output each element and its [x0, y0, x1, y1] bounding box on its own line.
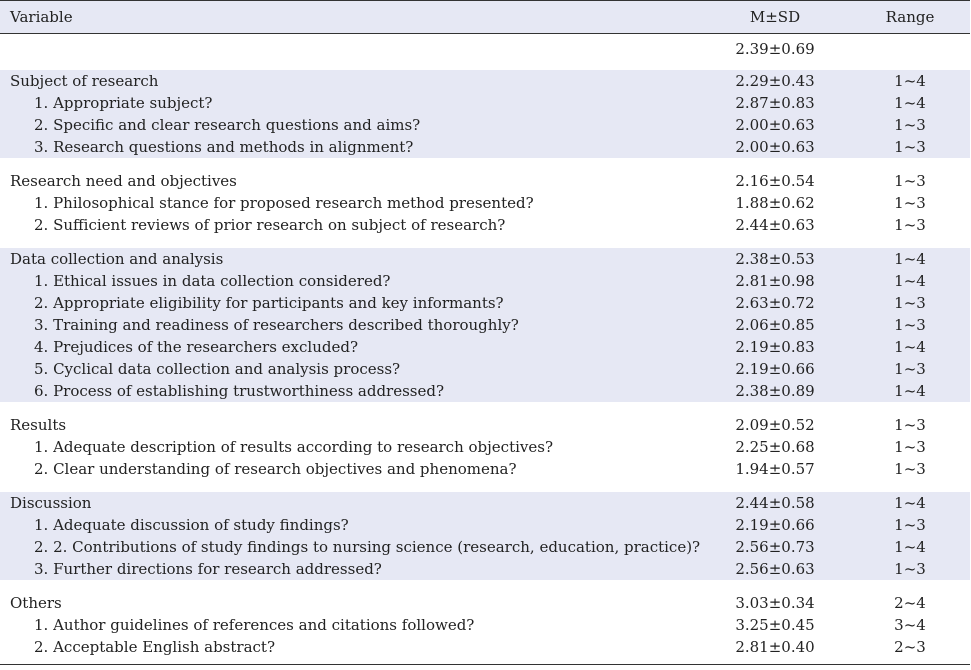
group-range: 1~4	[850, 492, 970, 514]
item-label: 1. Appropriate subject?	[0, 92, 700, 114]
header-msd: M±SD	[700, 1, 850, 34]
group-msd: 2.44±0.58	[700, 492, 850, 514]
item-range: 1~3	[894, 194, 926, 212]
item-msd: 3.25±0.45	[735, 616, 815, 634]
item-label: 2. Acceptable English abstract?	[34, 638, 275, 656]
item-msd: 2.81±0.40	[735, 638, 815, 656]
item-msd: 1.94±0.57	[735, 460, 815, 478]
item-msd: 2.19±0.66	[700, 358, 850, 380]
item-row	[0, 458, 970, 480]
overall-msd: 2.39±0.69	[735, 40, 815, 58]
item-label: 2. Specific and clear research questions and aims?	[0, 114, 700, 136]
item-range: 1~3	[850, 558, 970, 580]
item-msd: 2.19±0.83	[700, 336, 850, 358]
item-row	[0, 380, 970, 402]
group-row	[0, 248, 970, 270]
group-label: Research need and objectives	[10, 172, 237, 190]
overall-range	[850, 34, 970, 65]
item-label: 1. Author guidelines of references and citations followed?	[34, 616, 475, 634]
group-spacer-cell	[0, 658, 970, 665]
item-row	[0, 314, 970, 336]
item-msd: 2.56±0.63	[700, 558, 850, 580]
item-label: 5. Cyclical data collection and analysis process?	[0, 358, 700, 380]
overall-row	[0, 34, 970, 65]
item-label: 3. Training and readiness of researchers described thoroughly?	[0, 314, 700, 336]
item-row	[0, 92, 970, 114]
group-msd: 3.03±0.34	[735, 594, 815, 612]
group-section	[0, 64, 970, 164]
group-section	[0, 242, 970, 408]
item-range: 1~3	[850, 514, 970, 536]
item-range: 1~3	[850, 358, 970, 380]
group-row	[0, 414, 970, 436]
item-msd: 2.56±0.73	[700, 536, 850, 558]
group-range: 1~4	[850, 70, 970, 92]
group-row	[0, 592, 970, 614]
item-range: 1~3	[850, 136, 970, 158]
item-range: 1~3	[894, 216, 926, 234]
group-label: Discussion	[0, 492, 700, 514]
item-row	[0, 636, 970, 658]
item-row	[0, 336, 970, 358]
item-msd: 2.38±0.89	[700, 380, 850, 402]
item-msd: 2.44±0.63	[735, 216, 815, 234]
item-row	[0, 136, 970, 158]
item-msd: 1.88±0.62	[735, 194, 815, 212]
group-section	[0, 408, 970, 486]
item-msd: 2.00±0.63	[700, 136, 850, 158]
group-range: 1~4	[850, 248, 970, 270]
item-range: 1~4	[850, 380, 970, 402]
item-row	[0, 514, 970, 536]
group-msd: 2.38±0.53	[700, 248, 850, 270]
item-range: 1~3	[850, 292, 970, 314]
item-row	[0, 192, 970, 214]
item-msd: 2.19±0.66	[700, 514, 850, 536]
group-msd: 2.29±0.43	[700, 70, 850, 92]
item-label: 1. Ethical issues in data collection considered?	[0, 270, 700, 292]
header-range: Range	[850, 1, 970, 34]
group-row	[0, 170, 970, 192]
item-label: 1. Philosophical stance for proposed research method presented?	[34, 194, 534, 212]
item-msd: 2.25±0.68	[735, 438, 815, 456]
item-range: 1~4	[850, 336, 970, 358]
item-row	[0, 292, 970, 314]
overall-section	[0, 34, 970, 65]
group-label: Subject of research	[0, 70, 700, 92]
item-row	[0, 558, 970, 580]
item-msd: 2.81±0.98	[700, 270, 850, 292]
item-label: 4. Prejudices of the researchers excluded?	[0, 336, 700, 358]
group-range: 1~3	[894, 416, 926, 434]
table-header	[0, 1, 970, 34]
group-section	[0, 486, 970, 586]
item-range: 1~3	[850, 114, 970, 136]
item-label: 2. Appropriate eligibility for participants and key informants?	[0, 292, 700, 314]
item-row	[0, 358, 970, 380]
group-section	[0, 164, 970, 242]
item-label: 6. Process of establishing trustworthiness addressed?	[0, 380, 700, 402]
item-row	[0, 614, 970, 636]
header-variable: Variable	[0, 1, 700, 34]
item-range: 1~4	[850, 270, 970, 292]
overall-label	[0, 34, 700, 65]
item-row	[0, 270, 970, 292]
group-row	[0, 70, 970, 92]
item-label: 2. Sufficient reviews of prior research on subject of research?	[34, 216, 506, 234]
item-label: 2. Clear understanding of research objectives and phenomena?	[34, 460, 517, 478]
item-row	[0, 214, 970, 236]
item-range: 1~4	[850, 536, 970, 558]
item-row	[0, 536, 970, 558]
item-row	[0, 436, 970, 458]
group-label: Others	[10, 594, 62, 612]
item-msd: 2.63±0.72	[700, 292, 850, 314]
item-range: 1~3	[850, 314, 970, 336]
item-label: 2. 2. Contributions of study findings to nursing science (research, education, practice)?	[0, 536, 700, 558]
header-row	[0, 1, 970, 34]
group-section	[0, 586, 970, 665]
item-label: 3. Research questions and methods in alignment?	[0, 136, 700, 158]
group-range: 1~3	[894, 172, 926, 190]
item-label: 3. Further directions for research addressed?	[0, 558, 700, 580]
group-msd: 2.09±0.52	[735, 416, 815, 434]
item-msd: 2.87±0.83	[700, 92, 850, 114]
group-label: Data collection and analysis	[0, 248, 700, 270]
item-label: 1. Adequate description of results according to research objectives?	[34, 438, 553, 456]
group-msd: 2.16±0.54	[735, 172, 815, 190]
group-spacer	[0, 658, 970, 665]
item-msd: 2.00±0.63	[700, 114, 850, 136]
group-label: Results	[10, 416, 67, 434]
group-row	[0, 492, 970, 514]
item-range: 1~3	[894, 460, 926, 478]
item-range: 1~4	[850, 92, 970, 114]
item-range: 3~4	[894, 616, 926, 634]
item-label: 1. Adequate discussion of study findings?	[0, 514, 700, 536]
item-msd: 2.06±0.85	[700, 314, 850, 336]
item-range: 2~3	[894, 638, 926, 656]
item-range: 1~3	[894, 438, 926, 456]
group-range: 2~4	[894, 594, 926, 612]
item-row	[0, 114, 970, 136]
